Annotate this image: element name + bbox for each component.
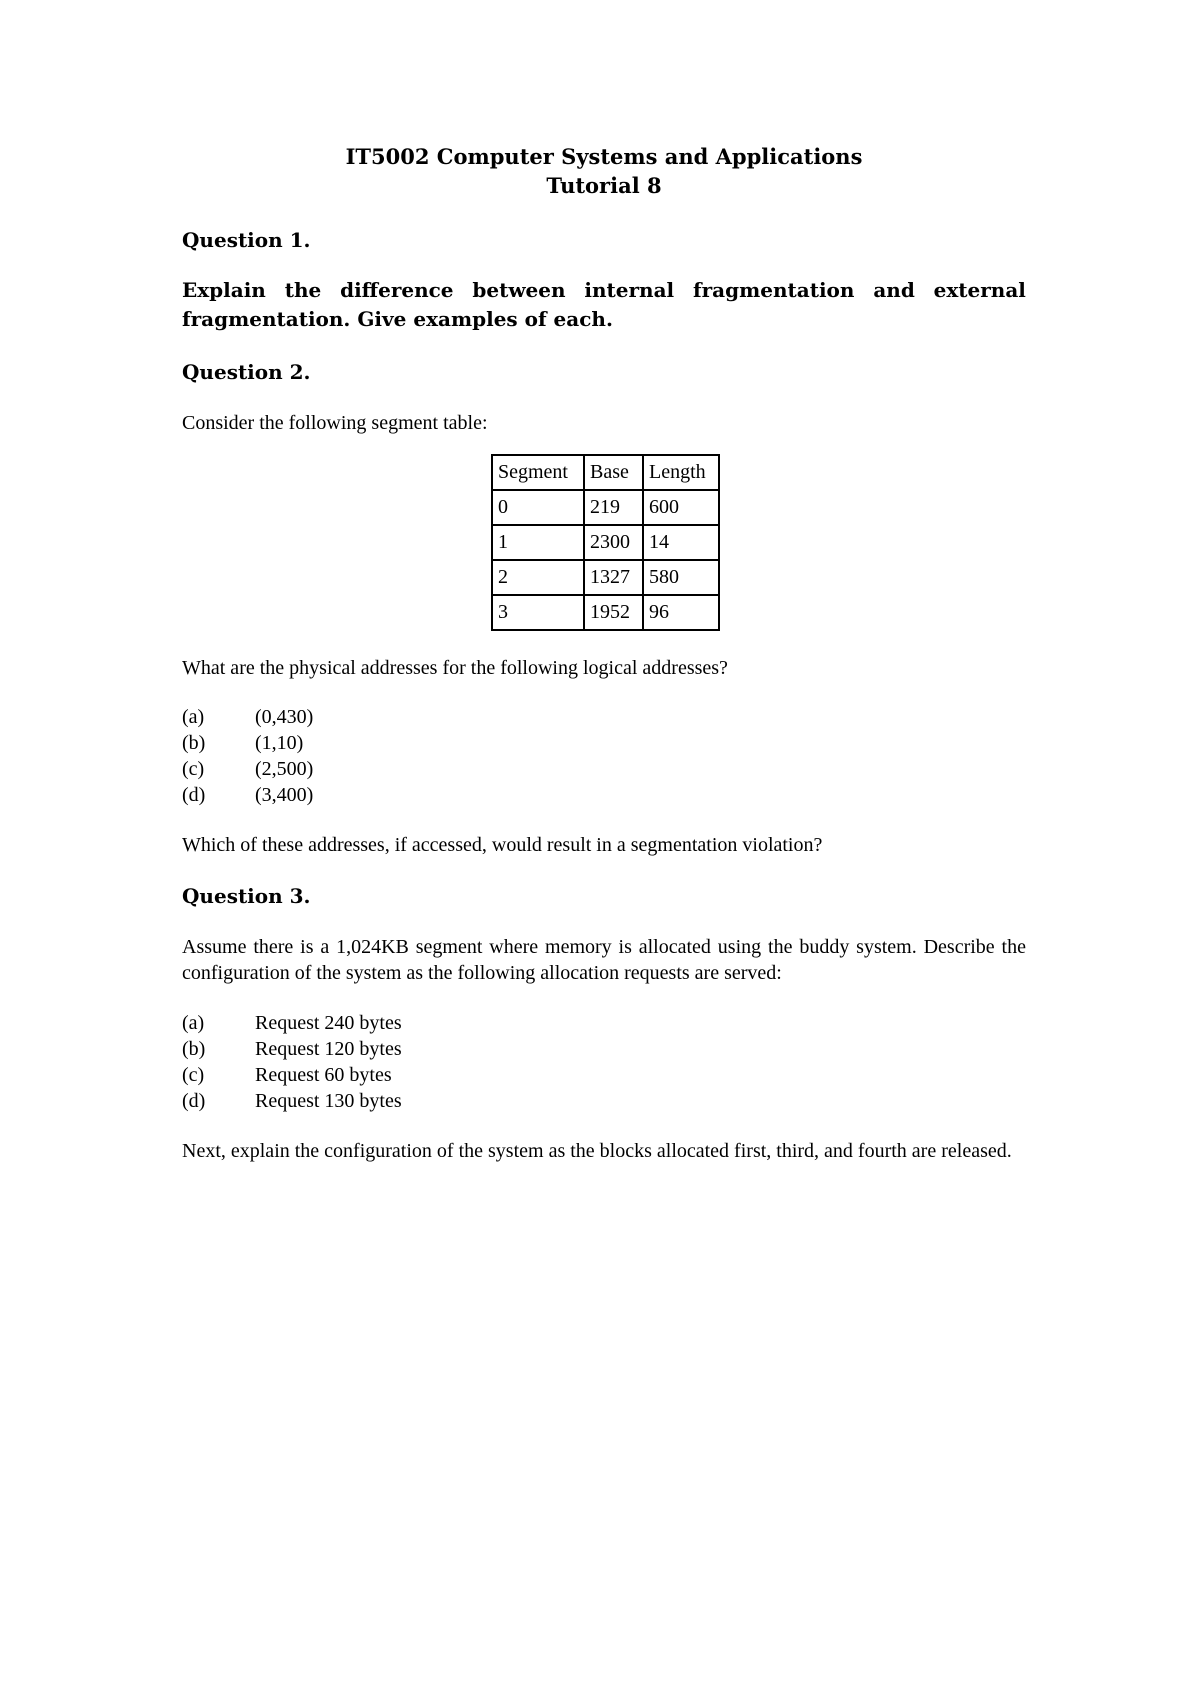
table-header-cell: Segment [492, 455, 584, 490]
list-item-text: Request 60 bytes [255, 1064, 392, 1086]
q1-word: Explain [182, 278, 266, 302]
question-2-heading: Question 2. [182, 360, 311, 384]
document-page [182, 142, 1026, 1164]
list-item [182, 1010, 1026, 1036]
list-item-label: (d) [182, 784, 206, 806]
table-cell: 0 [492, 490, 584, 525]
list-item-text: (2,500) [255, 758, 314, 780]
q1-word: the [284, 278, 322, 302]
question-3-request-list [182, 1010, 1026, 1114]
question-2-address-list [182, 704, 1026, 808]
list-item-label: (b) [182, 732, 206, 754]
q1-word: external [933, 278, 1026, 302]
question-3-followup: Next, explain the configuration of the system as the blocks allocated first, third, and fourth are released. [182, 1140, 1012, 1162]
table-cell: 1 [492, 525, 584, 560]
list-item-label: (c) [182, 1064, 205, 1086]
table-header-cell: Length [643, 455, 719, 490]
list-item [182, 782, 1026, 808]
segment-table [491, 454, 720, 631]
document-subtitle: Tutorial 8 [546, 173, 662, 198]
question-1-line-2: fragmentation. Give examples of each. [182, 307, 613, 331]
list-item-label: (c) [182, 758, 205, 780]
question-1-line-1 [182, 276, 1026, 305]
list-item [182, 756, 1026, 782]
list-item-label: (d) [182, 1090, 206, 1112]
list-item [182, 1062, 1026, 1088]
question-2-prompt: What are the physical addresses for the following logical addresses? [182, 657, 728, 679]
list-item-label: (b) [182, 1038, 206, 1060]
list-item-text: Request 240 bytes [255, 1012, 402, 1034]
question-2-followup: Which of these addresses, if accessed, would result in a segmentation violation? [182, 834, 823, 856]
list-item [182, 704, 1026, 730]
table-row [492, 595, 719, 630]
list-item-text: (0,430) [255, 706, 314, 728]
list-item-text: (1,10) [255, 732, 304, 754]
q1-word: difference [340, 278, 454, 302]
table-header-cell: Base [584, 455, 643, 490]
table-cell: 96 [643, 595, 719, 630]
table-cell: 3 [492, 595, 584, 630]
document-title: IT5002 Computer Systems and Applications [345, 144, 863, 169]
list-item-text: Request 120 bytes [255, 1038, 402, 1060]
q1-word: between [472, 278, 566, 302]
list-item-label: (a) [182, 1012, 205, 1034]
table-cell: 580 [643, 560, 719, 595]
q1-word: and [873, 278, 915, 302]
table-row [492, 490, 719, 525]
table-cell: 2300 [584, 525, 643, 560]
table-row [492, 525, 719, 560]
question-1-heading: Question 1. [182, 228, 311, 252]
table-header-row [492, 455, 719, 490]
question-3-heading: Question 3. [182, 884, 311, 908]
table-cell: 2 [492, 560, 584, 595]
question-2-intro: Consider the following segment table: [182, 412, 488, 434]
list-item [182, 730, 1026, 756]
question-1-body [182, 276, 1026, 334]
list-item-label: (a) [182, 706, 205, 728]
list-item-text: (3,400) [255, 784, 314, 806]
table-cell: 219 [584, 490, 643, 525]
list-item-text: Request 130 bytes [255, 1090, 402, 1112]
q1-word: fragmentation [693, 278, 855, 302]
list-item [182, 1036, 1026, 1062]
table-cell: 600 [643, 490, 719, 525]
table-cell: 14 [643, 525, 719, 560]
table-cell: 1952 [584, 595, 643, 630]
list-item [182, 1088, 1026, 1114]
table-cell: 1327 [584, 560, 643, 595]
q1-word: internal [584, 278, 675, 302]
question-3-intro: Assume there is a 1,024KB segment where memory is allocated using the buddy system. Describe the configuration of the system as the following allocation requests are served: [182, 936, 1026, 984]
table-row [492, 560, 719, 595]
